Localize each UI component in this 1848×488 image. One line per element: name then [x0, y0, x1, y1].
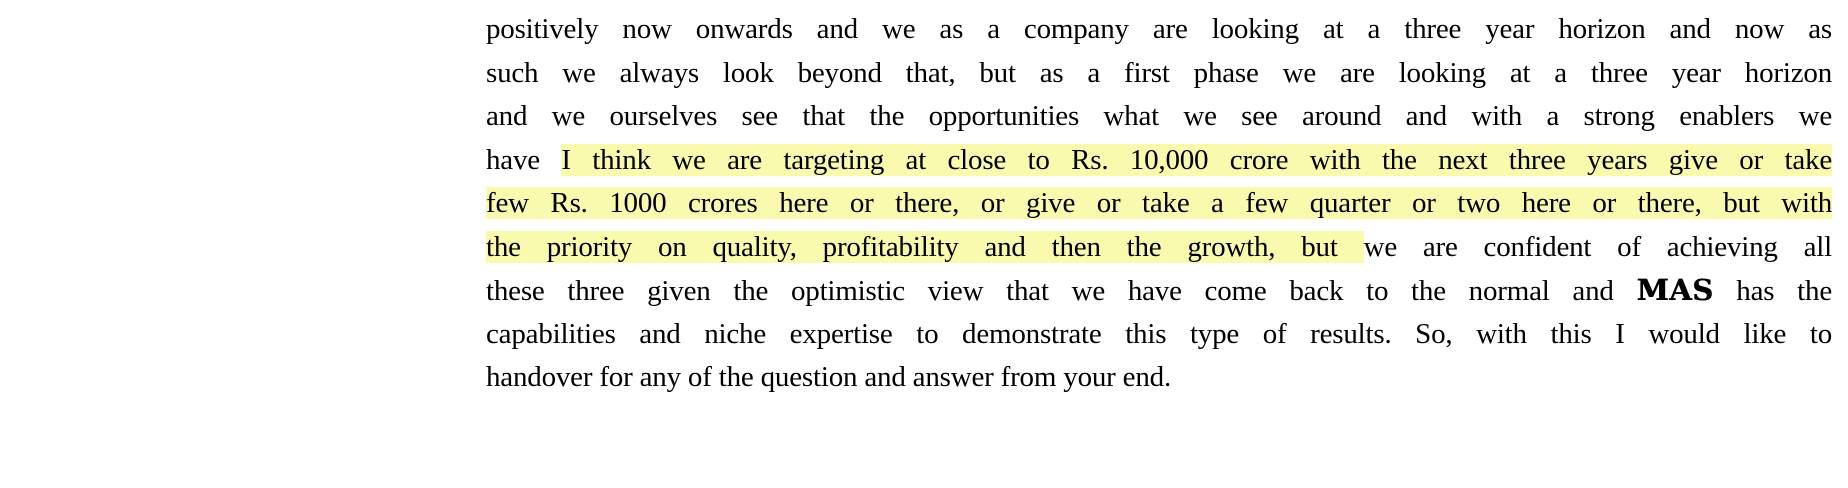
text-line: [486, 269, 1832, 313]
text-segment: we are confident of achieving all: [1363, 230, 1832, 263]
text-line: [486, 313, 1832, 357]
text-segment: has the: [1713, 275, 1832, 307]
text-segment: have: [486, 143, 562, 176]
text-line: [486, 52, 1832, 96]
highlighted-segment: the priority on quality, profitability and then the growth, but: [486, 230, 1364, 263]
text-segment: and we ourselves see that the opportunities what we see around and with a strong enablers we: [486, 100, 1832, 132]
text-segment: positively now onwards and we as a company are looking at a three year horizon and now as: [486, 13, 1832, 45]
text-line: [486, 139, 1832, 183]
text-segment: capabilities and niche expertise to demonstrate this type of results. So, with this I would like to: [486, 317, 1832, 350]
highlighted-segment: I think we are targeting at close to Rs. 10,000 crore with the next three years give or take: [561, 143, 1832, 176]
paragraph: [486, 8, 1832, 400]
text-line: [486, 226, 1832, 270]
highlighted-segment: few Rs. 1000 crores here or there, or give or take a few quarter or two here or there, but with: [486, 187, 1832, 219]
text-line: [486, 8, 1832, 52]
text-segment: such we always look beyond that, but as a first phase we are looking at a three year horizon: [486, 56, 1832, 89]
text-line: [486, 182, 1832, 226]
text-segment: these three given the optimistic view that we have come back to the normal and: [486, 275, 1637, 307]
text-line: [486, 356, 1832, 400]
company-name-mas: MAS: [1636, 273, 1714, 307]
text-line: [486, 95, 1832, 139]
text-segment: handover for any of the question and answer from your end.: [486, 361, 1171, 393]
